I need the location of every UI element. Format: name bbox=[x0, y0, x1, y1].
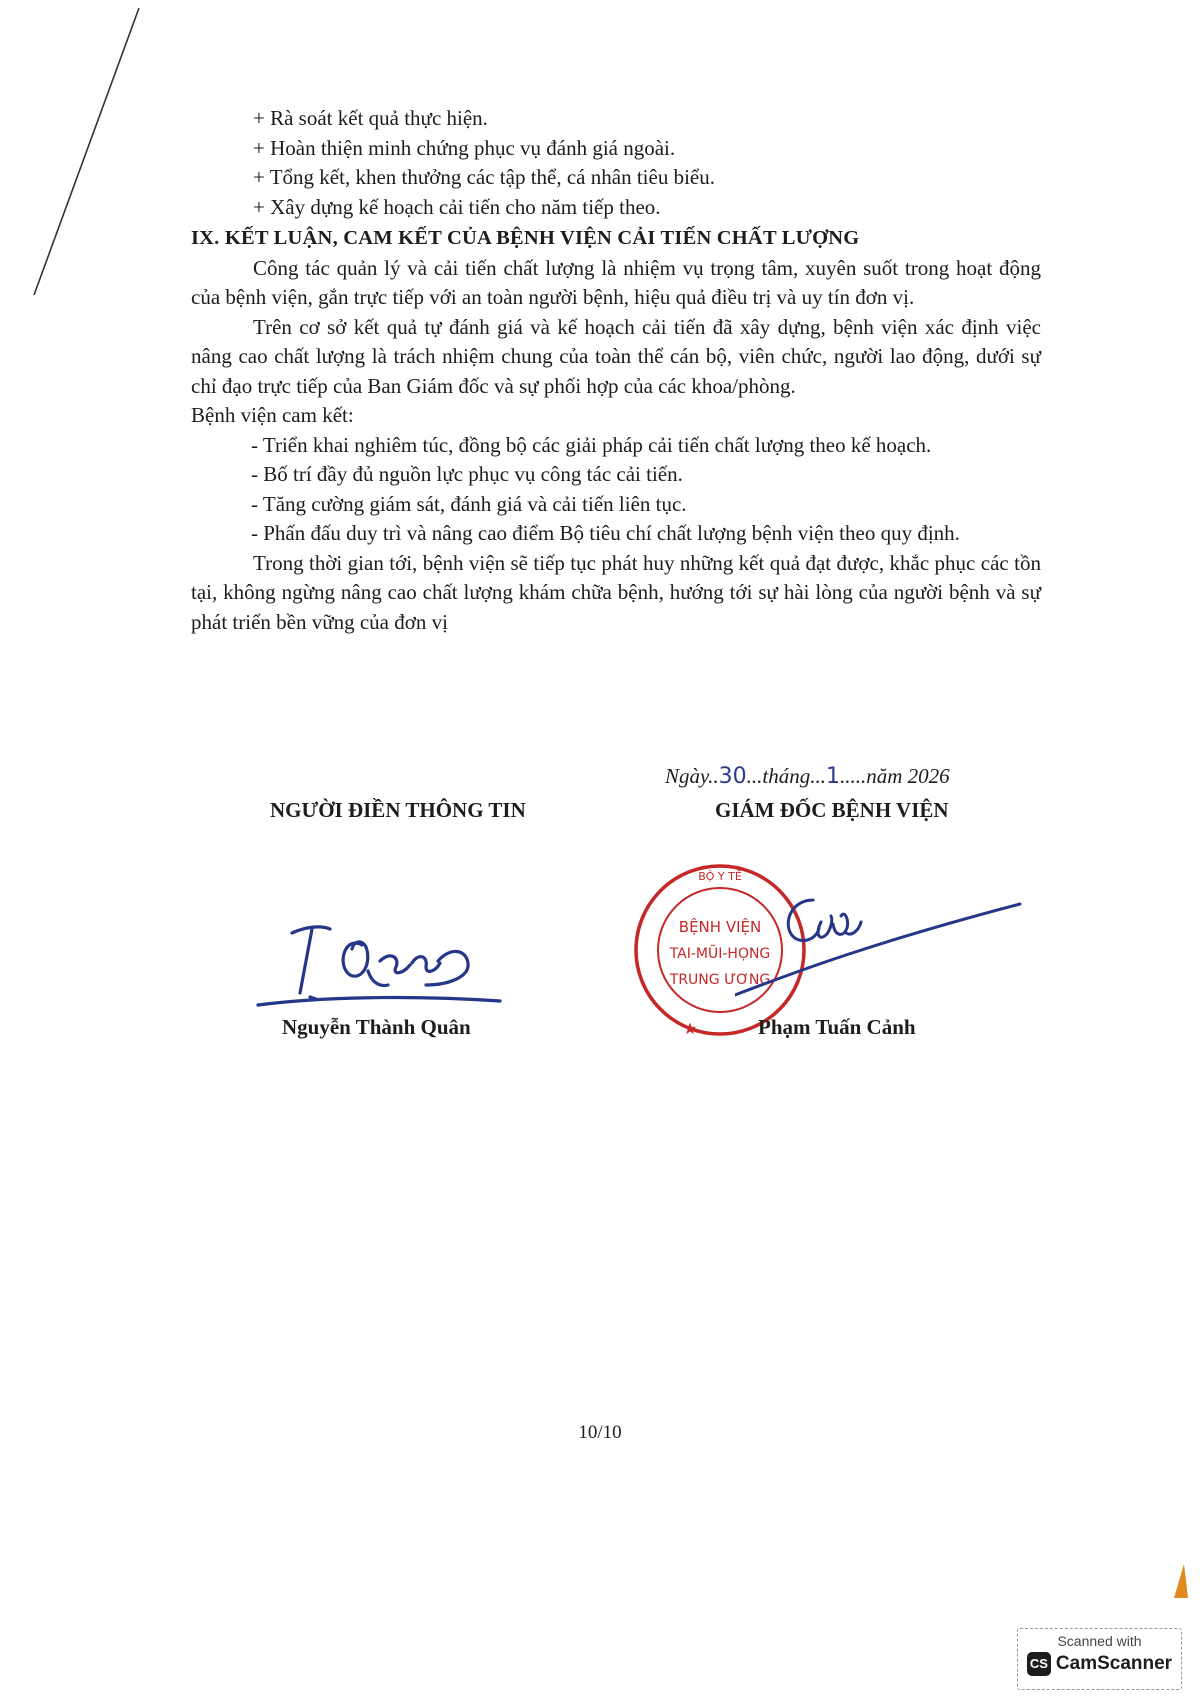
star-icon: ★ bbox=[682, 1019, 698, 1038]
conclusion-paragraph-3: Trong thời gian tới, bệnh viện sẽ tiếp tục phát huy những kết quả đạt được, khắc phục các tồn tại, không ngừng nâng cao chất lượng khám chữa bệnh, hướng tới sự hài lòng của người bệnh và sự phát triển bền vững của đơn vị bbox=[191, 550, 1041, 634]
date-day-handwritten: 30 bbox=[718, 764, 747, 789]
camscanner-badge bbox=[1017, 1628, 1182, 1690]
commitment-item: - Bố trí đầy đủ nguồn lực phục vụ công tác cải tiến. bbox=[251, 462, 683, 486]
conclusion-paragraph-2: Trên cơ sở kết quả tự đánh giá và kế hoạch cải tiến đã xây dựng, bệnh viện xác định việc nâng cao chất lượng là trách nhiệm chung của toàn thể cán bộ, viên chức, người lao động, dưới sự chỉ đạo trực tiếp của Ban Giám đốc và sự phối hợp của các khoa/phòng. bbox=[191, 314, 1041, 398]
left-signature bbox=[250, 905, 510, 1015]
date-dots: ... bbox=[810, 764, 827, 788]
camscanner-name: CamScanner bbox=[1055, 1653, 1173, 1674]
commitment-item: - Triển khai nghiêm túc, đồng bộ các giải pháp cải tiến chất lượng theo kế hoạch. bbox=[251, 432, 932, 457]
plan-bullet: + Xây dựng kế hoạch cải tiến cho năm tiếp theo. bbox=[253, 194, 661, 219]
commitment-intro: Bệnh viện cam kết: bbox=[191, 403, 354, 427]
commitment-item: - Phấn đấu duy trì và nâng cao điểm Bộ tiêu chí chất lượng bệnh viện theo quy định. bbox=[251, 521, 960, 545]
date-month-label: tháng bbox=[762, 764, 811, 788]
plan-bullet: + Rà soát kết quả thực hiện. bbox=[253, 106, 488, 130]
camscanner-brand bbox=[1018, 1652, 1181, 1676]
left-signer-title: NGƯỜI ĐIỀN THÔNG TIN bbox=[270, 798, 526, 822]
page-number: 10/10 bbox=[578, 1422, 622, 1443]
section-heading: IX. KẾT LUẬN, CAM KẾT CỦA BỆNH VIỆN CẢI TIẾN CHẤT LƯỢNG bbox=[191, 227, 860, 249]
date-dots: ... bbox=[746, 764, 763, 788]
document-body bbox=[191, 104, 1041, 637]
camscanner-caption: Scanned with bbox=[1057, 1633, 1142, 1649]
date-dots: .. bbox=[708, 764, 719, 788]
conclusion-paragraph-1: Công tác quản lý và cải tiến chất lượng là nhiệm vụ trọng tâm, xuyên suốt trong hoạt động của bệnh viện, gắn trực tiếp với an toàn người bệnh, hiệu quả điều trị và uy tín đơn vị. bbox=[191, 255, 1041, 309]
right-signer-name: Phạm Tuấn Cảnh bbox=[758, 1015, 916, 1039]
date-dots: ..... bbox=[840, 764, 867, 788]
date-month-handwritten: 1 bbox=[826, 764, 841, 789]
stamp-line-3: TRUNG ƯƠNG bbox=[669, 972, 771, 988]
date-day-label: Ngày bbox=[665, 764, 709, 788]
stamp-line-1: BỆNH VIỆN bbox=[678, 918, 762, 936]
scan-artifact bbox=[1170, 1562, 1190, 1602]
plan-bullet: + Hoàn thiện minh chứng phục vụ đánh giá ngoài. bbox=[253, 135, 676, 160]
stamp-line-2: TAI-MŨI-HỌNG bbox=[669, 946, 771, 962]
right-signature bbox=[735, 880, 1035, 1010]
left-signer-name: Nguyễn Thành Quân bbox=[282, 1015, 471, 1039]
commitment-item: - Tăng cường giám sát, đánh giá và cải tiến liên tục. bbox=[251, 491, 687, 516]
scan-edge-line bbox=[0, 0, 200, 320]
stamp-ring-text: BỘ Y TẾ bbox=[698, 870, 742, 883]
camscanner-logo-icon: CS bbox=[1027, 1652, 1051, 1676]
date-year-label: năm 2026 bbox=[866, 764, 950, 788]
signing-date bbox=[665, 764, 950, 789]
right-signer-title: GIÁM ĐỐC BỆNH VIỆN bbox=[715, 798, 949, 822]
plan-bullet: + Tổng kết, khen thưởng các tập thể, cá nhân tiêu biểu. bbox=[253, 165, 715, 189]
